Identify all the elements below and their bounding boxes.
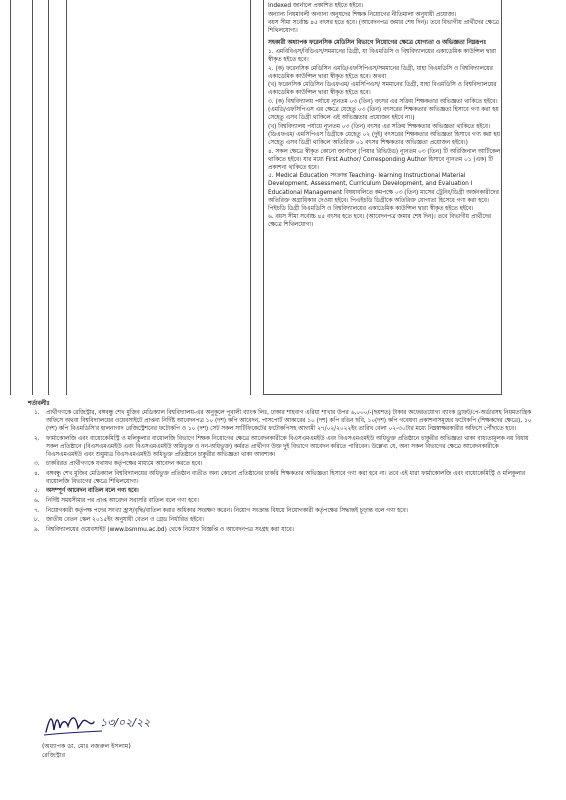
condition-item (34, 435, 534, 459)
cell-paragraph: Indexed জার্নালে প্রকাশিত হইতে হইবে। (268, 3, 363, 9)
condition-text: প্রার্থীগণকে রেজিস্ট্রার, বঙ্গবন্ধু শেখ মুজিব মেডিক্যাল বিশ্ববিদ্যালয়-এর অনুকূলে পূবালী ব্যাংক লিঃ, ঢাকার শাহবাগ এরিয়া শাখার উপর ৬,০০০/-(ছয়শত) টাকার অফেরতযোগ্য ব্যাংক ড্রাফট/পে-অর্ডারসহ নিয়মতান্ত্রিক অফিসে অথবা বিশ্ববিদ্যালয়ের ওয়েবসাইটে প্রাপ্তব্য নির্দিষ্ট আবেদনপত্র ১০ (দশ) কপি আবেদন, পাসপোর্ট আকারের ১০ (দশ) কপি রঙিন ছবি, ১০(দশ) কপি গবেষণা প্রকাশনাসমূহের ফটোকপি (শিক্ষকদের ক্ষেত্রে), ১০ (দশ) কপি বিএমডিসি'র হালনাগাদ রেজিস্ট্রেশনের ফটোকপি ও ১০ (দশ) সেট সকল সার্টিফিকেটের ফটোকপিসহ আগামী ২৭/০২/২০২২ইং তারিখ বেলা ০২-৩০টার মধ্যে নিম্নস্বাক্ষরকারীর অফিসে পৌঁছাতে হবে। (46, 410, 532, 433)
qualification-cell (268, 2, 502, 392)
table-bottom-border (263, 394, 501, 395)
cell-paragraph: অন্যান্য নিয়মাবলী অন্যান্য অনুষদের শিক্ষক নিয়োগের নীতিমালা অনুযায়ী প্রযোজ্য। (268, 11, 457, 18)
condition-item (34, 470, 534, 486)
table-column-divider (250, 0, 251, 395)
condition-text: অসম্পূর্ণ আবেদন বাতিল বলে গণ্য হবে। (46, 488, 139, 495)
condition-item (34, 516, 534, 524)
section-heading: সহকারী অধ্যাপক ফরেনসিক মেডিসিন বিভাগে নিয়োগের ক্ষেত্রে যোগ্যতা ও অভিজ্ঞতা নিম্নরূপঃ (268, 40, 487, 47)
condition-number: ৫. (34, 488, 40, 495)
condition-text: বঙ্গবন্ধু শেখ মুজিব মেডিক্যাল বিশ্ববিদ্যালয়ের অধিভুক্ত প্রতিষ্ঠান ব্যতীত অন্য কোনো প্রতিষ্ঠানের চাকরি শিক্ষকতার অভিজ্ঞতা হিসাবে গণ্য করা হবে না। তবে এই ধারা ফার্মাকোলজি এবং বায়োকেমিস্ট্রি ও মলিকুলার বায়োলজি বিভাগের ক্ষেত্রে শিথিলযোগ্য। (46, 470, 526, 485)
condition-number: ৯. (34, 526, 40, 533)
condition-text: নির্দিষ্ট সময়সীমার পর প্রাপ্ত আবেদন সরাসরি বাতিল বলে গণ্য হবে। (46, 498, 199, 505)
cell-paragraph: বয়স সীমা সর্বোচ্চ ৪৫ বৎসর হতে হবে। (আবেদনপত্র জমার শেষ দিন)। তবে বিভাগীয় প্রার্থীদের ক্ষেত্রে শিথিলযোগ্য। (268, 20, 499, 35)
condition-number: ১. (34, 410, 40, 417)
condition-number: ৮. (34, 517, 40, 524)
condition-item (34, 507, 534, 515)
signatory-name: (অধ্যাপক ডা. মোঃ নজরুল ইসলাম) (42, 743, 131, 750)
handwritten-signature (42, 706, 152, 742)
signatory-title: রেজিস্ট্রার (42, 752, 66, 759)
table-column-divider (263, 0, 264, 395)
condition-number: ২. (34, 435, 40, 442)
qualification-table (10, 0, 502, 395)
condition-number: ৪. (34, 470, 40, 477)
condition-item (34, 526, 534, 534)
condition-text: নিয়োগকারী কর্তৃপক্ষ পদের সংখ্যা হ্রাস/বৃদ্ধি/বাতিল করার অধিকার সংরক্ষণ করেন। নিয়োগ সংক্রান্ত বিষয়ে নিয়োগকারী কর্তৃপক্ষের সিদ্ধান্তই চূড়ান্ত বলে গণ্য হবে। (46, 507, 408, 514)
condition-number: ৭. (34, 507, 40, 514)
table-column-divider (32, 0, 33, 395)
conditions-section (28, 400, 534, 670)
condition-text: জাতীয় বেতন স্কেল ২০১৫ইং অনুযায়ী বেতন ও গ্রেড নির্ধারিত হইবে। (46, 517, 204, 524)
condition-text: ফার্মাকোলজি এবং বায়োকেমিস্ট্রি ও মলিকুলার বায়োলজি বিভাগে শিক্ষক নিয়োগের ক্ষেত্রে আবেদনকারীকে বিএসএমএমইউ এবং বিএসএমএমইউ অধিভুক্ত প্রতিষ্ঠানে চাকুরীর অভিজ্ঞতা থাকা বাধ্যতামূলক নয় বিধায় সকল প্রতিষ্ঠানে (বিএসএমএমইউ এবং বিএসএমএমইউ অধিভুক্ত ও নন-অধিভুক্ত) কর্মরত প্রার্থীগণ উক্ত দুই বিভাগে আবেদন করিতে পারিবেন। উল্লেখ্য যে, অন্য সকল বিভাগের ক্ষেত্রে আবেদনকারীকে বিএসএমএমইউ এবং শুধুমাত্র বিএসএমএমইউ অধিভুক্ত প্রতিষ্ঠানে চাকুরীর অভিজ্ঞতা থাকা আবশ্যক। (46, 435, 529, 458)
table-column-divider (66, 0, 67, 395)
condition-item (34, 497, 534, 505)
cell-paragraph: ১. এমবিবিএস/বিডিএস/সমমানের ডিগ্রী, যা বিএমডিসি ও বিশ্ববিদ্যালয়ের একাডেমিক কাউন্সিল দ্বারা স্বীকৃত হইতে হবে। (268, 48, 496, 64)
condition-text: চাকরিরত প্রার্থীগণকে যথাযথ কর্তৃপক্ষের মাধ্যমে আবেদন করতে হবে। (46, 461, 203, 468)
condition-item (34, 487, 534, 495)
table-border-left (10, 0, 11, 395)
condition-number: ৩. (34, 461, 40, 468)
table-column-divider (48, 0, 49, 395)
cell-paragraph: (খ) ফরেনসিক মেডিসিন ডিএফএম/ এমসিপিএস/ সমমানের ডিগ্রী, যাহা বিএমডিসি ও বিশ্ববিদ্যালয়ের একাডেমিক কাউন্সিল দ্বারা স্বীকৃত হইতে হবে। (268, 82, 497, 97)
cell-paragraph: (খ) বিশ্ববিদ্যালয় পর্যায়ে ন্যূনতম ০৩ (তিন) বৎসর এর সক্রিয় শিক্ষকতার অভিজ্ঞতা থাকিতে হইবে। (ডিএফএম/ এমসিপিএস ডিগ্রীকে যেহেতু ০২ (দুই) বৎসরের শিক্ষকতার অভিজ্ঞতা হিসাবে গণ্য করা হয় সেহেতু এসব ডিগ্রী থাকিলে অতিরিক্ত ০১ বৎসর শিক্ষকতার অভিজ্ঞতা প্রয়োজন হইবে।) (268, 123, 500, 146)
condition-item (34, 460, 534, 468)
cell-paragraph: ৩. (ক) বিশ্ববিদ্যালয় পর্যায়ে ন্যূনতম ০৩ (তিন) বৎসর এর সক্রিয় শিক্ষকতার অভিজ্ঞতা থাকিতে হইবে। (এমডি/এফসিপিএস এর ক্ষেত্রে যেহেতু ০৩ (তিন) বৎসরের শিক্ষকতার অভিজ্ঞতা হিসাবে গণ্য করা হয় সেহেতু এসব ডিগ্রী থাকিলে এই অভিজ্ঞতার প্রয়োজন হইবে না।) (268, 99, 499, 122)
cell-paragraph: ৫. Medical Education সংক্রান্ত Teaching- learning Instructional Material Development, Assessment, Curriculum Development, and Evaluation I Educational Management বিষয়াবলিতে কমপক্ষে ০৩ (তিন) মাসের ট্রেনিং/ডিগ্রী অর্জনকারীদের অতিরিক্ত অগ্রাধিকার দেওয়া হইবে। পিএইচডি ডিগ্রীকে অতিরিক্ত যোগ্যতা হিসেবে গণ্য করা হবে। পিইচডি ডিগ্রী বিএমডিসি ও বিশ্ববিদ্যালয়ের একাডেমিক কাউন্সিল দ্বারা স্বীকৃত হইতে হইবে। (268, 173, 499, 212)
conditions-title: শর্তাবলীঃ (28, 401, 50, 407)
condition-text: বিশ্ববিদ্যালয়ের ওয়েবসাইট (www.bsmmu.ac.bd) থেকে নিয়োগ বিজ্ঞপ্তি ও আবেদনপত্র সংগ্রহ করা যাবে। (46, 526, 294, 533)
cell-paragraph: ৪. সকল ক্ষেত্রে স্বীকৃত কোনো জার্নালে (পিয়ার রিভিউড) ন্যূনতম ০৩ (তিন) টি অরিজিনাল আর্টিকেল থাকিতে হইবে। যার মধ্যে First Author/ Corresponding Author হিসাবে ন্যূনতম ০১ (এক) টি প্রকাশনা থাকিতে হবে। (268, 148, 501, 171)
condition-item (34, 409, 534, 433)
cell-paragraph: ২. (ক) ফরেনসিক মেডিসিন এমডি/এফসিপিএস/সমমানের ডিগ্রী, যাহা বিএমডিসি ও বিশ্ববিদ্যালয়ের একাডেমিক কাউন্সিল দ্বারা স্বীকৃত হইতে হবে। অথবা (268, 65, 493, 80)
signature-date: ১৩/০২/২২ (100, 716, 151, 729)
condition-number: ৬. (34, 498, 40, 505)
signatory-block (42, 742, 202, 760)
cell-paragraph: ৬. বয়স সীমা সর্বোচ্চ ৪৫ বৎসর হতে হবে। (আবেদনপত্র জমার শেষ দিন)। তবে বিভাগীয় প্রার্থীদের ক্ষেত্রে শিথিলযোগ্য। (268, 214, 491, 229)
